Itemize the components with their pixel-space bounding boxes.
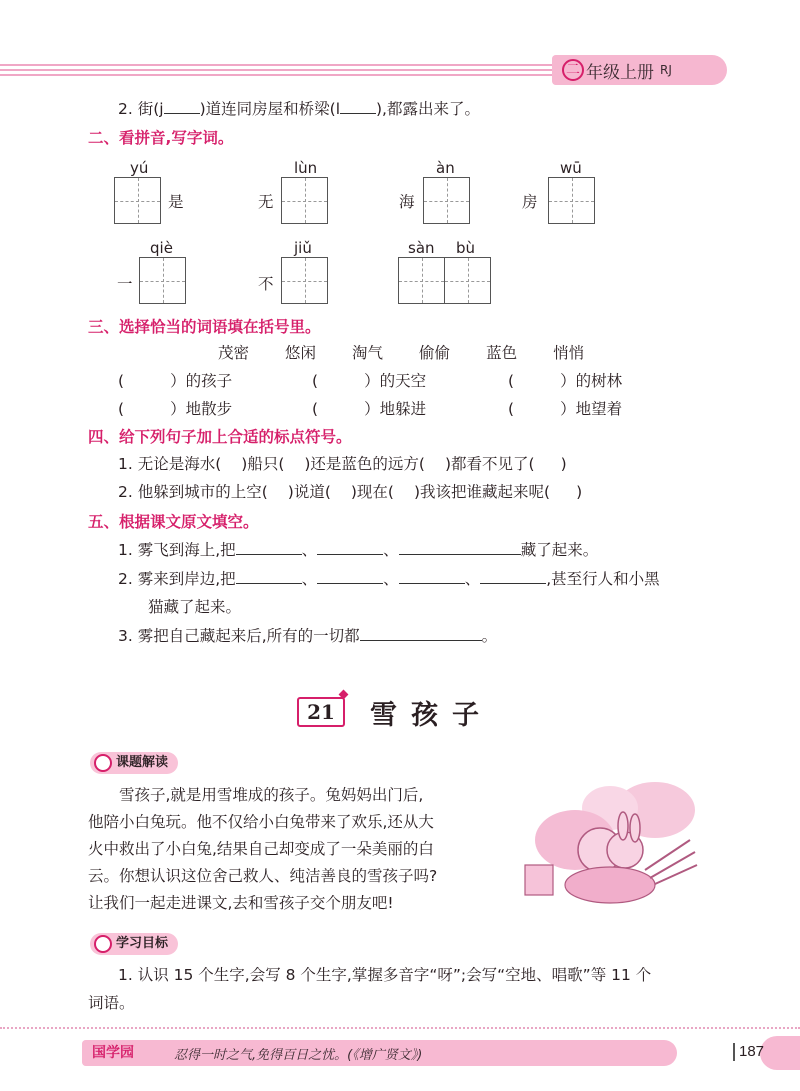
pinyin: lùn (294, 159, 318, 177)
fill-item[interactable]: ( ）的树林 (508, 372, 623, 390)
grade-label: 年级上册 (586, 62, 654, 83)
fill-item[interactable]: ( ）的孩子 (118, 372, 233, 390)
edition-label: RJ (660, 63, 672, 77)
answer-blank[interactable] (360, 625, 482, 641)
writing-grid[interactable] (281, 257, 328, 304)
snow-child-illustration (505, 770, 705, 920)
punctuation-sentence-2[interactable]: 2. 他躲到城市的上空( )说道( )现在( )我该把谁藏起来呢( ) (118, 483, 583, 501)
answer-blank[interactable] (236, 568, 302, 584)
intro-badge: 课题解读 (90, 752, 178, 774)
word-option: 偷偷 (419, 344, 451, 362)
section-4-title: 四、给下列句子加上合适的标点符号。 (88, 428, 352, 446)
footer-rule (0, 1027, 800, 1029)
writing-grid[interactable] (444, 257, 491, 304)
word-option: 蓝色 (486, 344, 518, 362)
fill-sentence-2-cont: 猫藏了起来。 (148, 598, 242, 616)
pinyin: bù (456, 239, 476, 257)
writing-grid[interactable] (398, 257, 445, 304)
page-number: 187 (733, 1043, 764, 1061)
pinyin: jiǔ (294, 239, 312, 257)
word-bank (218, 342, 584, 364)
answer-blank[interactable] (236, 539, 302, 555)
section-2-title: 二、看拼音,写字词。 (88, 129, 234, 147)
answer-blank[interactable] (317, 539, 383, 555)
goals-line-1: 1. 认识 15 个生字,会写 8 个生字,掌握多音字“呀”;会写“空地、唱歌”等 11 个 (118, 966, 652, 984)
answer-blank[interactable] (480, 568, 546, 584)
pinyin: àn (436, 159, 455, 177)
smile-icon (94, 754, 112, 772)
goals-line-2: 词语。 (88, 994, 135, 1012)
fill-sentence-1: 1. 雾飞到海上,把 、 、 藏了起来。 (118, 541, 599, 559)
answer-blank[interactable] (164, 98, 200, 114)
section-5-title: 五、根据课文原文填空。 (88, 513, 259, 531)
guoxueyuan-label: 国学园 (92, 1045, 134, 1061)
writing-grid[interactable] (423, 177, 470, 224)
fill-item[interactable]: ( ）地散步 (118, 400, 233, 418)
pinyin: wū (560, 159, 582, 177)
footer-quote: 忍得一时之气,免得百日之忧。(《增广贤文》) (174, 1048, 423, 1063)
character: 房 (522, 193, 538, 211)
writing-grid[interactable] (114, 177, 161, 224)
writing-grid[interactable] (548, 177, 595, 224)
fill-sentence-3: 3. 雾把自己藏起来后,所有的一切都 。 (118, 627, 498, 645)
pinyin: qiè (150, 239, 173, 257)
character: 一 (117, 275, 133, 293)
goals-badge: 学习目标 (90, 933, 178, 955)
header-rule (0, 64, 560, 78)
character: 是 (168, 193, 184, 211)
section-3-title: 三、选择恰当的词语填在括号里。 (88, 318, 321, 336)
answer-blank[interactable] (340, 98, 376, 114)
punctuation-sentence-1[interactable]: 1. 无论是海水( )船只( )还是蓝色的远方( )都看不见了( ) (118, 455, 567, 473)
lesson-title: 雪孩子 (370, 700, 493, 731)
smile-icon (94, 935, 112, 953)
pinyin: sàn (408, 239, 435, 257)
answer-blank[interactable] (399, 539, 521, 555)
fill-sentence-2: 2. 雾来到岸边,把 、 、 、 ,甚至行人和小黑 (118, 570, 660, 588)
word-option: 茂密 (218, 344, 250, 362)
fill-item[interactable]: ( ）地躲进 (312, 400, 427, 418)
writing-grid[interactable] (139, 257, 186, 304)
word-option: 悠闲 (285, 344, 317, 362)
grade-number: 二 (562, 59, 584, 81)
writing-grid[interactable] (281, 177, 328, 224)
character: 无 (258, 193, 274, 211)
character: 不 (258, 275, 274, 293)
footer-bar (82, 1040, 677, 1066)
answer-blank[interactable] (317, 568, 383, 584)
fill-item[interactable]: ( ）的天空 (312, 372, 427, 390)
question-item-2: 2. 街(j )道连同房屋和桥梁(l ),都露出来了。 (118, 100, 480, 118)
page-tab (760, 1036, 800, 1070)
character: 海 (399, 193, 415, 211)
grade-tag (552, 55, 727, 85)
lesson-number: 21 (297, 697, 345, 727)
answer-blank[interactable] (399, 568, 465, 584)
word-option: 悄悄 (553, 344, 585, 362)
intro-paragraph: 雪孩子,就是用雪堆成的孩子。兔妈妈出门后, 他陪小白兔玩。他不仅给小白兔带来了欢乐,还从大 火中救出了小白兔,结果自己却变成了一朵美丽的白 云。你想认识这位舍己救人、纯洁善良的雪孩子吗? 让我们一起走进课文,去和雪孩子交个朋友吧! (88, 786, 438, 912)
fill-item[interactable]: ( ）地望着 (508, 400, 623, 418)
pinyin: yú (130, 159, 149, 177)
word-option: 淘气 (352, 344, 384, 362)
